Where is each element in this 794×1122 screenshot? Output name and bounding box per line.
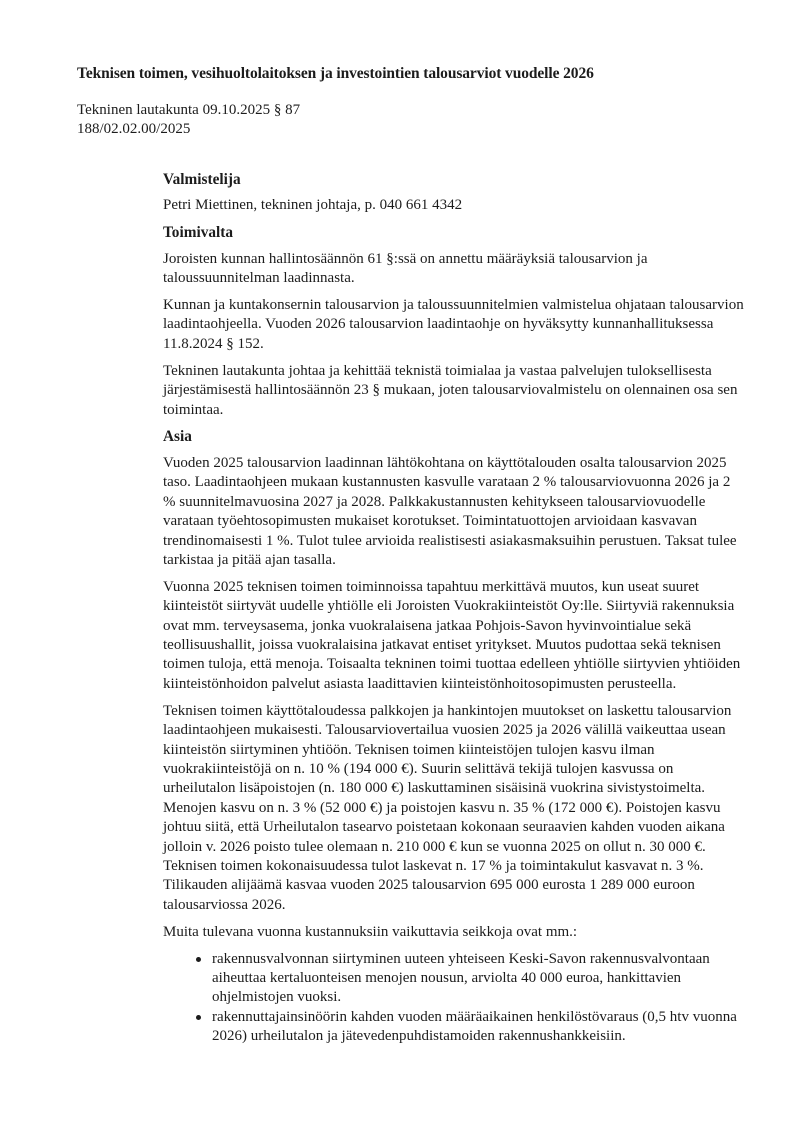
meeting-reference: Tekninen lautakunta 09.10.2025 § 87	[77, 102, 301, 118]
bullet-item-text: rakennusvalvonnan siirtyminen uuteen yhteiseen Keski-Savon rakennusvalvontaan aiheuttaa kertaluonteisen menojen nousun, arviolta 40 000 euroa, hankittavien ohjelmistojen vuoksi.	[212, 950, 710, 1006]
bullet-list	[163, 950, 745, 1047]
bullet-dot-icon	[196, 957, 201, 962]
bullet-item-text: rakennuttajainsinöörin kahden vuoden määräaikainen henkilöstövaraus (0,5 htv vuonna 2026) urheilutalon ja jätevedenpuhdistamoiden rakennushankkeisiin.	[212, 1008, 737, 1045]
paragraph: Vuoden 2025 talousarvion laadinnan lähtökohtana on käyttötalouden osalta talousarvion 2025 taso. Laadintaohjeen mukaan kustannusten kasvulle varataan 2 % talousarviovuonna 2026 ja 2 % suunnitelmavuosina 2027 ja 2028. Palkkakustannusten kehitykseen talousarviovuodelle varataan työehtosopimusten mukaiset korotukset. Toimintatuottojen arvioidaan kasvavan trendinomaisesti 1 %. Tulot tulee arvioida realistisesti asiakasmaksuihin perustuen. Taksat tulee tarkistaa ja pitää ajan tasalla.	[163, 454, 737, 568]
section-heading-asia: Asia	[163, 428, 192, 446]
bullet-dot-icon	[196, 1015, 201, 1020]
document-body	[163, 170, 745, 1047]
document-title: Teknisen toimen, vesihuoltolaitoksen ja investointien talousarviot vuodelle 2026	[77, 65, 594, 82]
case-number: 188/02.02.00/2025	[77, 121, 191, 138]
paragraph: Tekninen lautakunta johtaa ja kehittää teknistä toimialaa ja vastaa palvelujen tuloksellisesta järjestämisestä hallintosäännön 23 § mukaan, joten talousarviovalmistelu on olennainen osa sen toimintaa.	[163, 362, 738, 418]
paragraph: Teknisen toimen käyttötaloudessa palkkojen ja hankintojen muutokset on laskettu talousarvion laadintaohjeen mukaisesti. Talousarviovertailua vuosien 2025 ja 2026 välillä vaikeuttaa usean kiinteistön siirtyminen yhtiöön. Teknisen toimen kiinteistöjen tulojen kasvu ilman vuokrakiinteistöjä on n. 10 % (194 000 €). Suurin selittävä tekijä tulojen kasvussa on urheilutalon lisäpoistojen (n. 180 000 €) laskuttaminen sisäisinä vuokrina sivistystoimelta. Menojen kasvu on n. 3 % (52 000 €) ja poistojen kasvu n. 35 % (172 000 €). Poistojen kasvu johtuu siitä, että Urheilutalon tasearvo poistetaan kokonaan seuraavien kahden vuoden aikana jolloin v. 2026 poisto tulee olemaan n. 210 000 € kun se vuonna 2025 on ollut n. 30 000 €. Teknisen toimen kokonaisuudessa tulot laskevat n. 17 % ja toimintakulut kasvavat n. 3 %. Tilikauden alijäämä kasvaa vuoden 2025 talousarvion 695 000 eurosta 1 289 000 euroon talousarviossa 2026.	[163, 702, 732, 913]
paragraph: Kunnan ja kuntakonsernin talousarvion ja taloussuunnitelmien valmistelua ohjataan talousarvion laadintaohjeella. Vuoden 2026 talousarvion laadintaohje on hyväksytty kunnanhallituksessa 11.8.2024 § 152.	[163, 297, 744, 352]
paragraph: Joroisten kunnan hallintosäännön 61 §:ssä on annettu määräyksiä talousarvion ja taloussuunnitelman laadinnasta.	[163, 250, 648, 287]
bullet-item	[196, 950, 745, 1008]
section-heading-valmistelija: Valmistelija	[163, 171, 241, 188]
paragraph-bullet-intro: Muita tulevana vuonna kustannuksiin vaikuttavia seikkoja ovat mm.:	[163, 923, 578, 940]
section-heading-toimivalta: Toimivalta	[163, 224, 233, 242]
paragraph: Vuonna 2025 teknisen toimen toiminnoissa tapahtuu merkittävä muutos, kun useat suuret kiinteistöt siirtyvät uudelle yhtiölle eli Joroisten Vuokrakiinteistöt Oy:lle. Siirtyviä rakennuksia ovat mm. terveysasema, jonka vuokralaisena jatkaa Pohjois-Savon hyvinvointialue sekä teollisuushallit, joissa vuokralaisina jatkavat entiset yritykset. Muutos pudottaa sekä teknisen toimen tuloja, että menoja. Toisaalta tekninen toimi tuottaa edelleen yhtiölle siirtyvien yhtiöiden kiinteistönhoidon palvelut asiasta laadittavien kiinteistönhoitosopimusten perusteella.	[163, 578, 741, 692]
document-header	[77, 64, 747, 140]
document-meta	[77, 101, 747, 140]
paragraph-valmistelija: Petri Miettinen, tekninen johtaja, p. 040 661 4342	[163, 197, 463, 214]
bullet-item	[196, 1008, 745, 1047]
